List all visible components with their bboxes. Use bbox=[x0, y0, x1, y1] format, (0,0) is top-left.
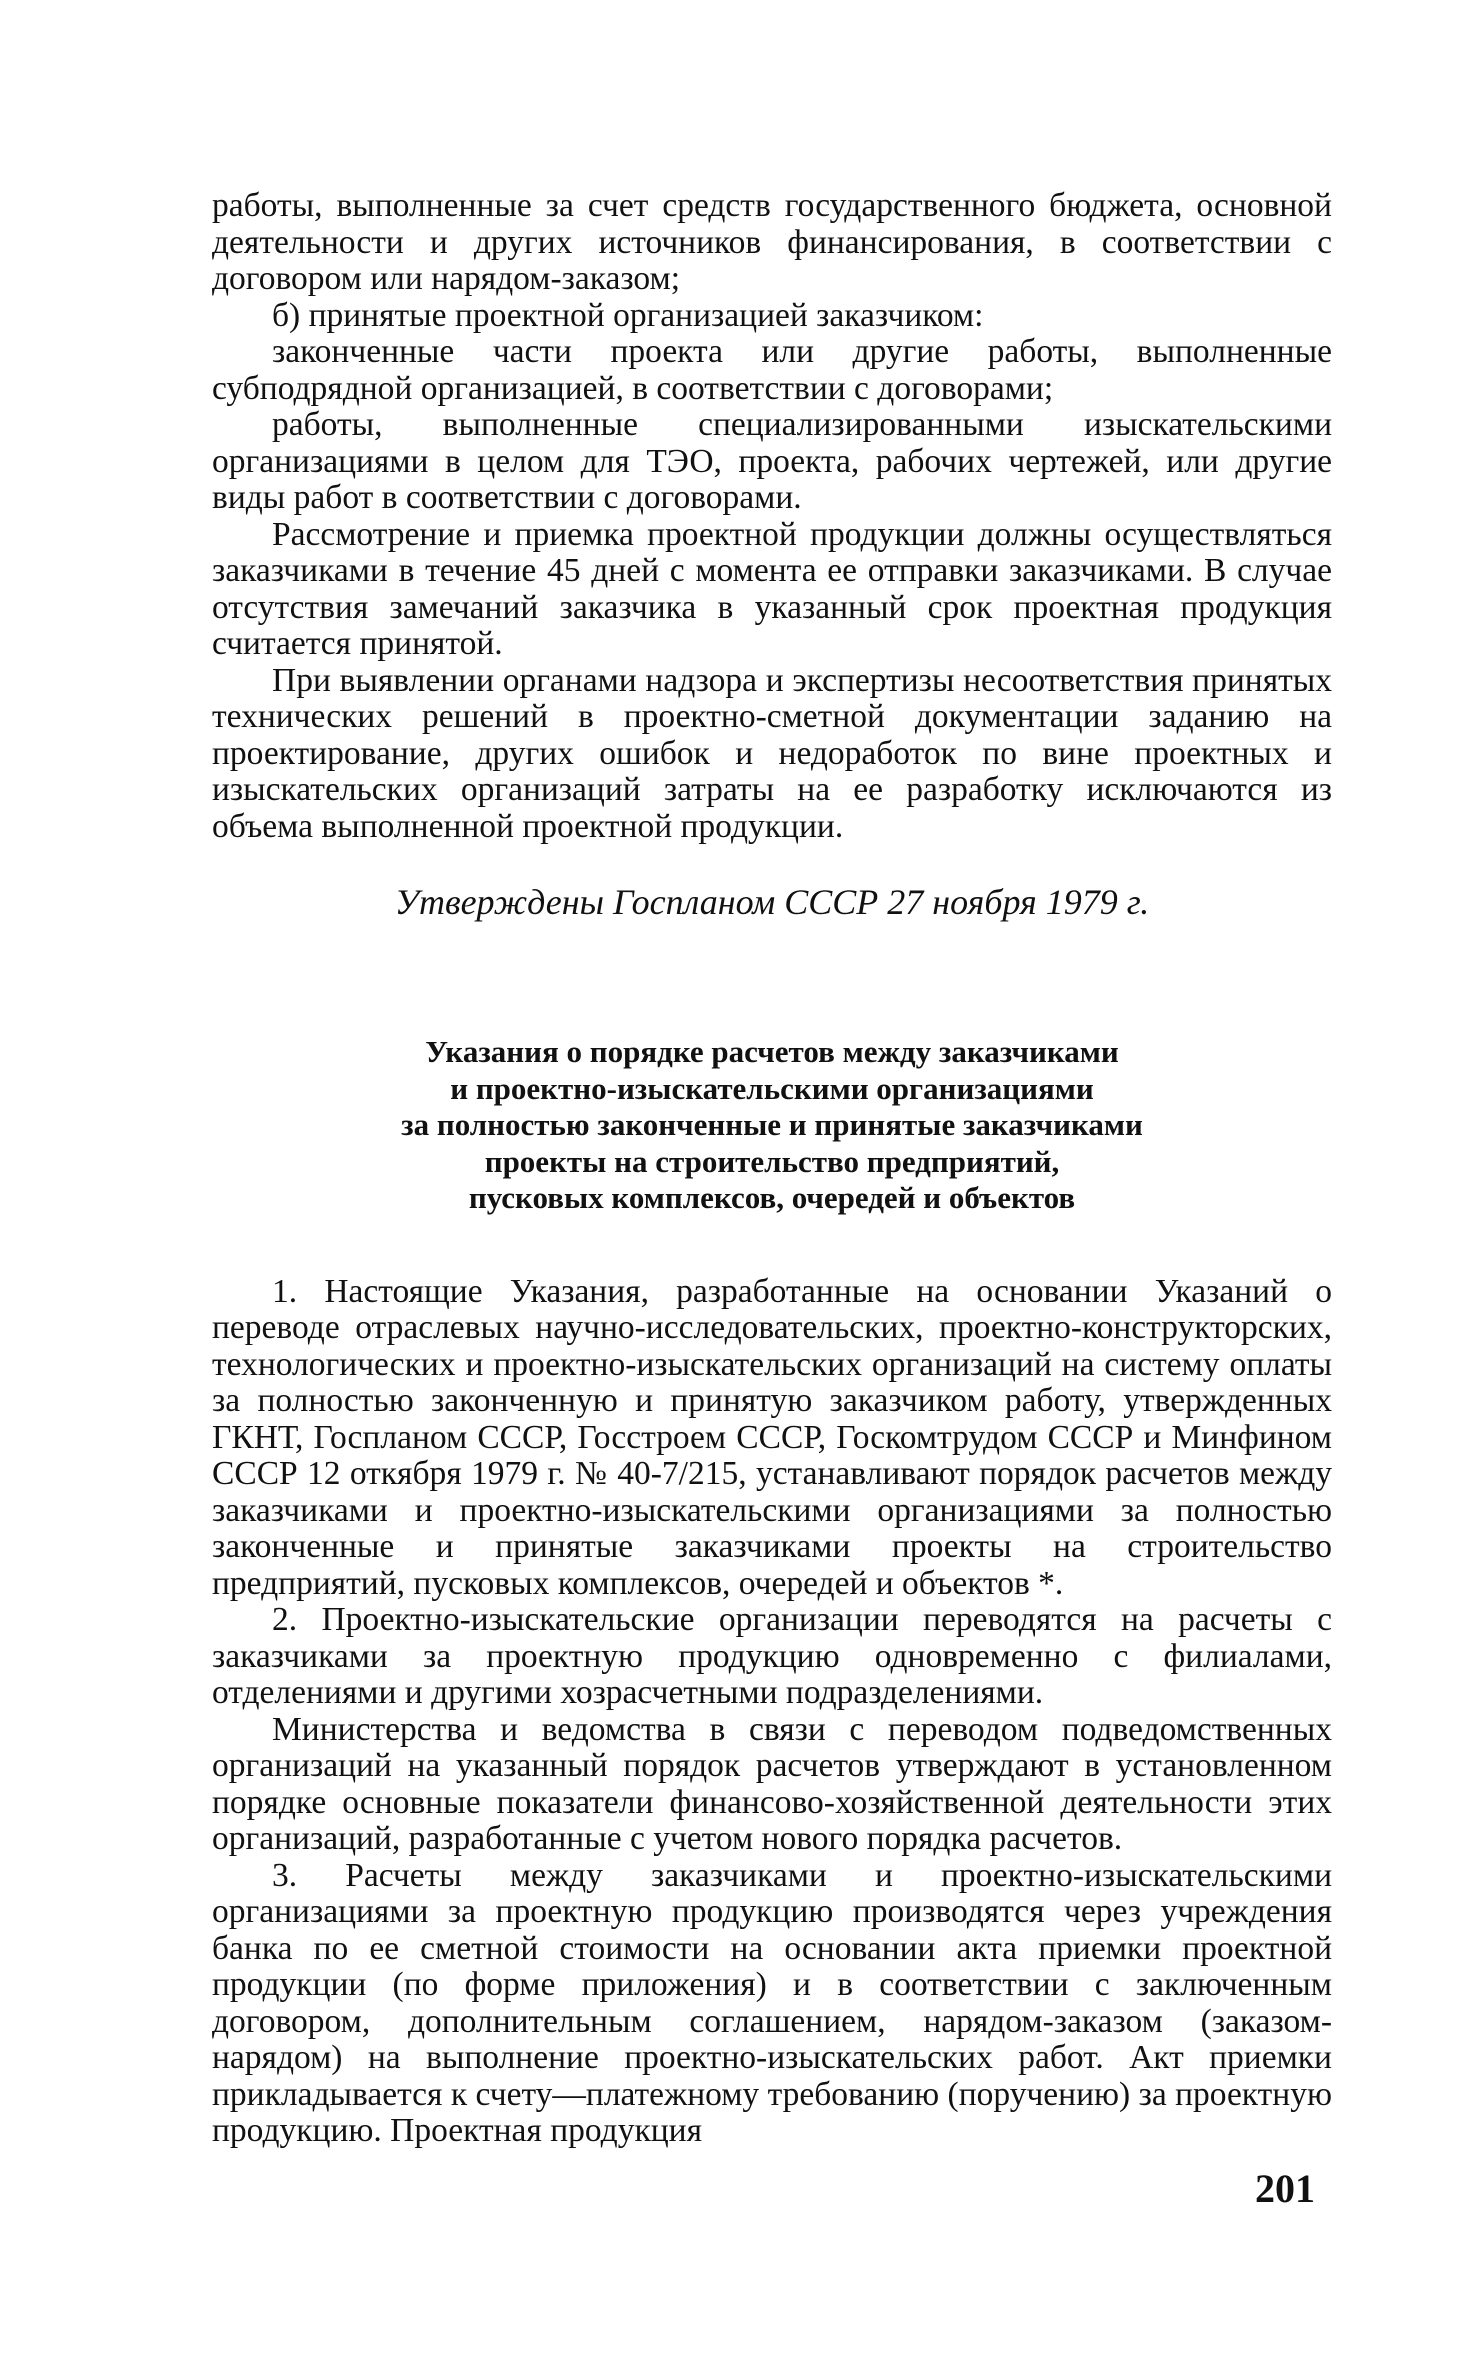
document-page bbox=[212, 188, 1332, 2150]
heading-line: проекты на строительство предприятий, bbox=[484, 1143, 1060, 1179]
heading-line: Указания о порядке расчетов между заказчиками bbox=[425, 1034, 1119, 1069]
paragraph: 2. Проектно-изыскательские организации переводятся на расчеты с заказчиками за проектную продукцию одновременно с филиалами, отделениями и другими хозрасчетными подразделениями. bbox=[212, 1601, 1332, 1711]
approval-note: Утверждены Госпланом СССР 27 ноября 1979 г. bbox=[394, 882, 1150, 922]
section-heading bbox=[212, 1034, 1332, 1217]
paragraph: 1. Настоящие Указания, разработанные на основании Указаний о переводе отраслевых научно-исследовательских, проектно-конструкторских, технологических и проектно-изыскательских организаций на систему оплаты за полностью законченную и принятую заказчиком работу, утвержденных ГКНТ, Госпланом СССР, Госстроем СССР, Госкомтрудом СССР и Минфином СССР 12 откября 1979 г. № 40-7/215, устанавливают порядок расчетов между заказчиками и проектно-изыскательскими организациями за полностью законченные и принятые заказчиками проекты на строительство предприятий, пусковых комплексов, очередей и объектов *. bbox=[212, 1272, 1332, 1602]
page-number: 201 bbox=[1255, 2166, 1315, 2211]
paragraph: работы, выполненные за счет средств государственного бюджета, основной деятельности и других источников финансирования, в соответствии с договором или нарядом-заказом; bbox=[212, 187, 1332, 297]
heading-line: и проектно-изыскательскими организациями bbox=[450, 1070, 1094, 1106]
paragraph: б) принятые проектной организацией заказчиком: bbox=[272, 296, 984, 334]
heading-line: пусковых комплексов, очередей и объектов bbox=[468, 1180, 1076, 1215]
heading-line: за полностью законченные и принятые заказчиками bbox=[401, 1107, 1143, 1142]
paragraph: работы, выполненные специализированными изыскательскими организациями в целом для ТЭО, проекта, рабочих чертежей, или другие виды работ в соответствии с договорами. bbox=[212, 406, 1332, 516]
previous-section-text bbox=[212, 188, 1332, 845]
paragraph: 3. Расчеты между заказчиками и проектно-изыскательскими организациями за проектную продукцию производятся через учреждения банка по ее сметной стоимости на основании акта приемки проектной продукции (по форме приложения) и в соответствии с заключенным договором, дополнительным соглашением, нарядом-заказом (заказом-нарядом) на выполнение проектно-изыскательских работ. Акт приемки прикладывается к счету—платежному требованию (поручению) за проектную продукцию. Проектная продукция bbox=[212, 1856, 1332, 2149]
paragraph: Министерства и ведомства в связи с переводом подведомственных организаций на указанный порядок расчетов утверждают в установленном порядке основные показатели финансово-хозяйственной деятельности этих организаций, разработанные с учетом нового порядка расчетов. bbox=[212, 1710, 1332, 1857]
body-text bbox=[212, 1274, 1332, 2150]
paragraph: законченные части проекта или другие работы, выполненные субподрядной организацией, в соответствии с договорами; bbox=[212, 333, 1332, 407]
paragraph: При выявлении органами надзора и экспертизы несоответствия принятых технических решений в проектно-сметной документации заданию на проектирование, других ошибок и недоработок по вине проектных и изыскательских организаций затраты на ее разработку исключаются из объема выполненной проектной продукции. bbox=[212, 661, 1332, 845]
paragraph: Рассмотрение и приемка проектной продукции должны осуществляться заказчиками в течение 45 дней с момента ее отправки заказчиками. В случае отсутствия замечаний заказчика в указанный срок проектная продукция считается принятой. bbox=[212, 515, 1332, 662]
